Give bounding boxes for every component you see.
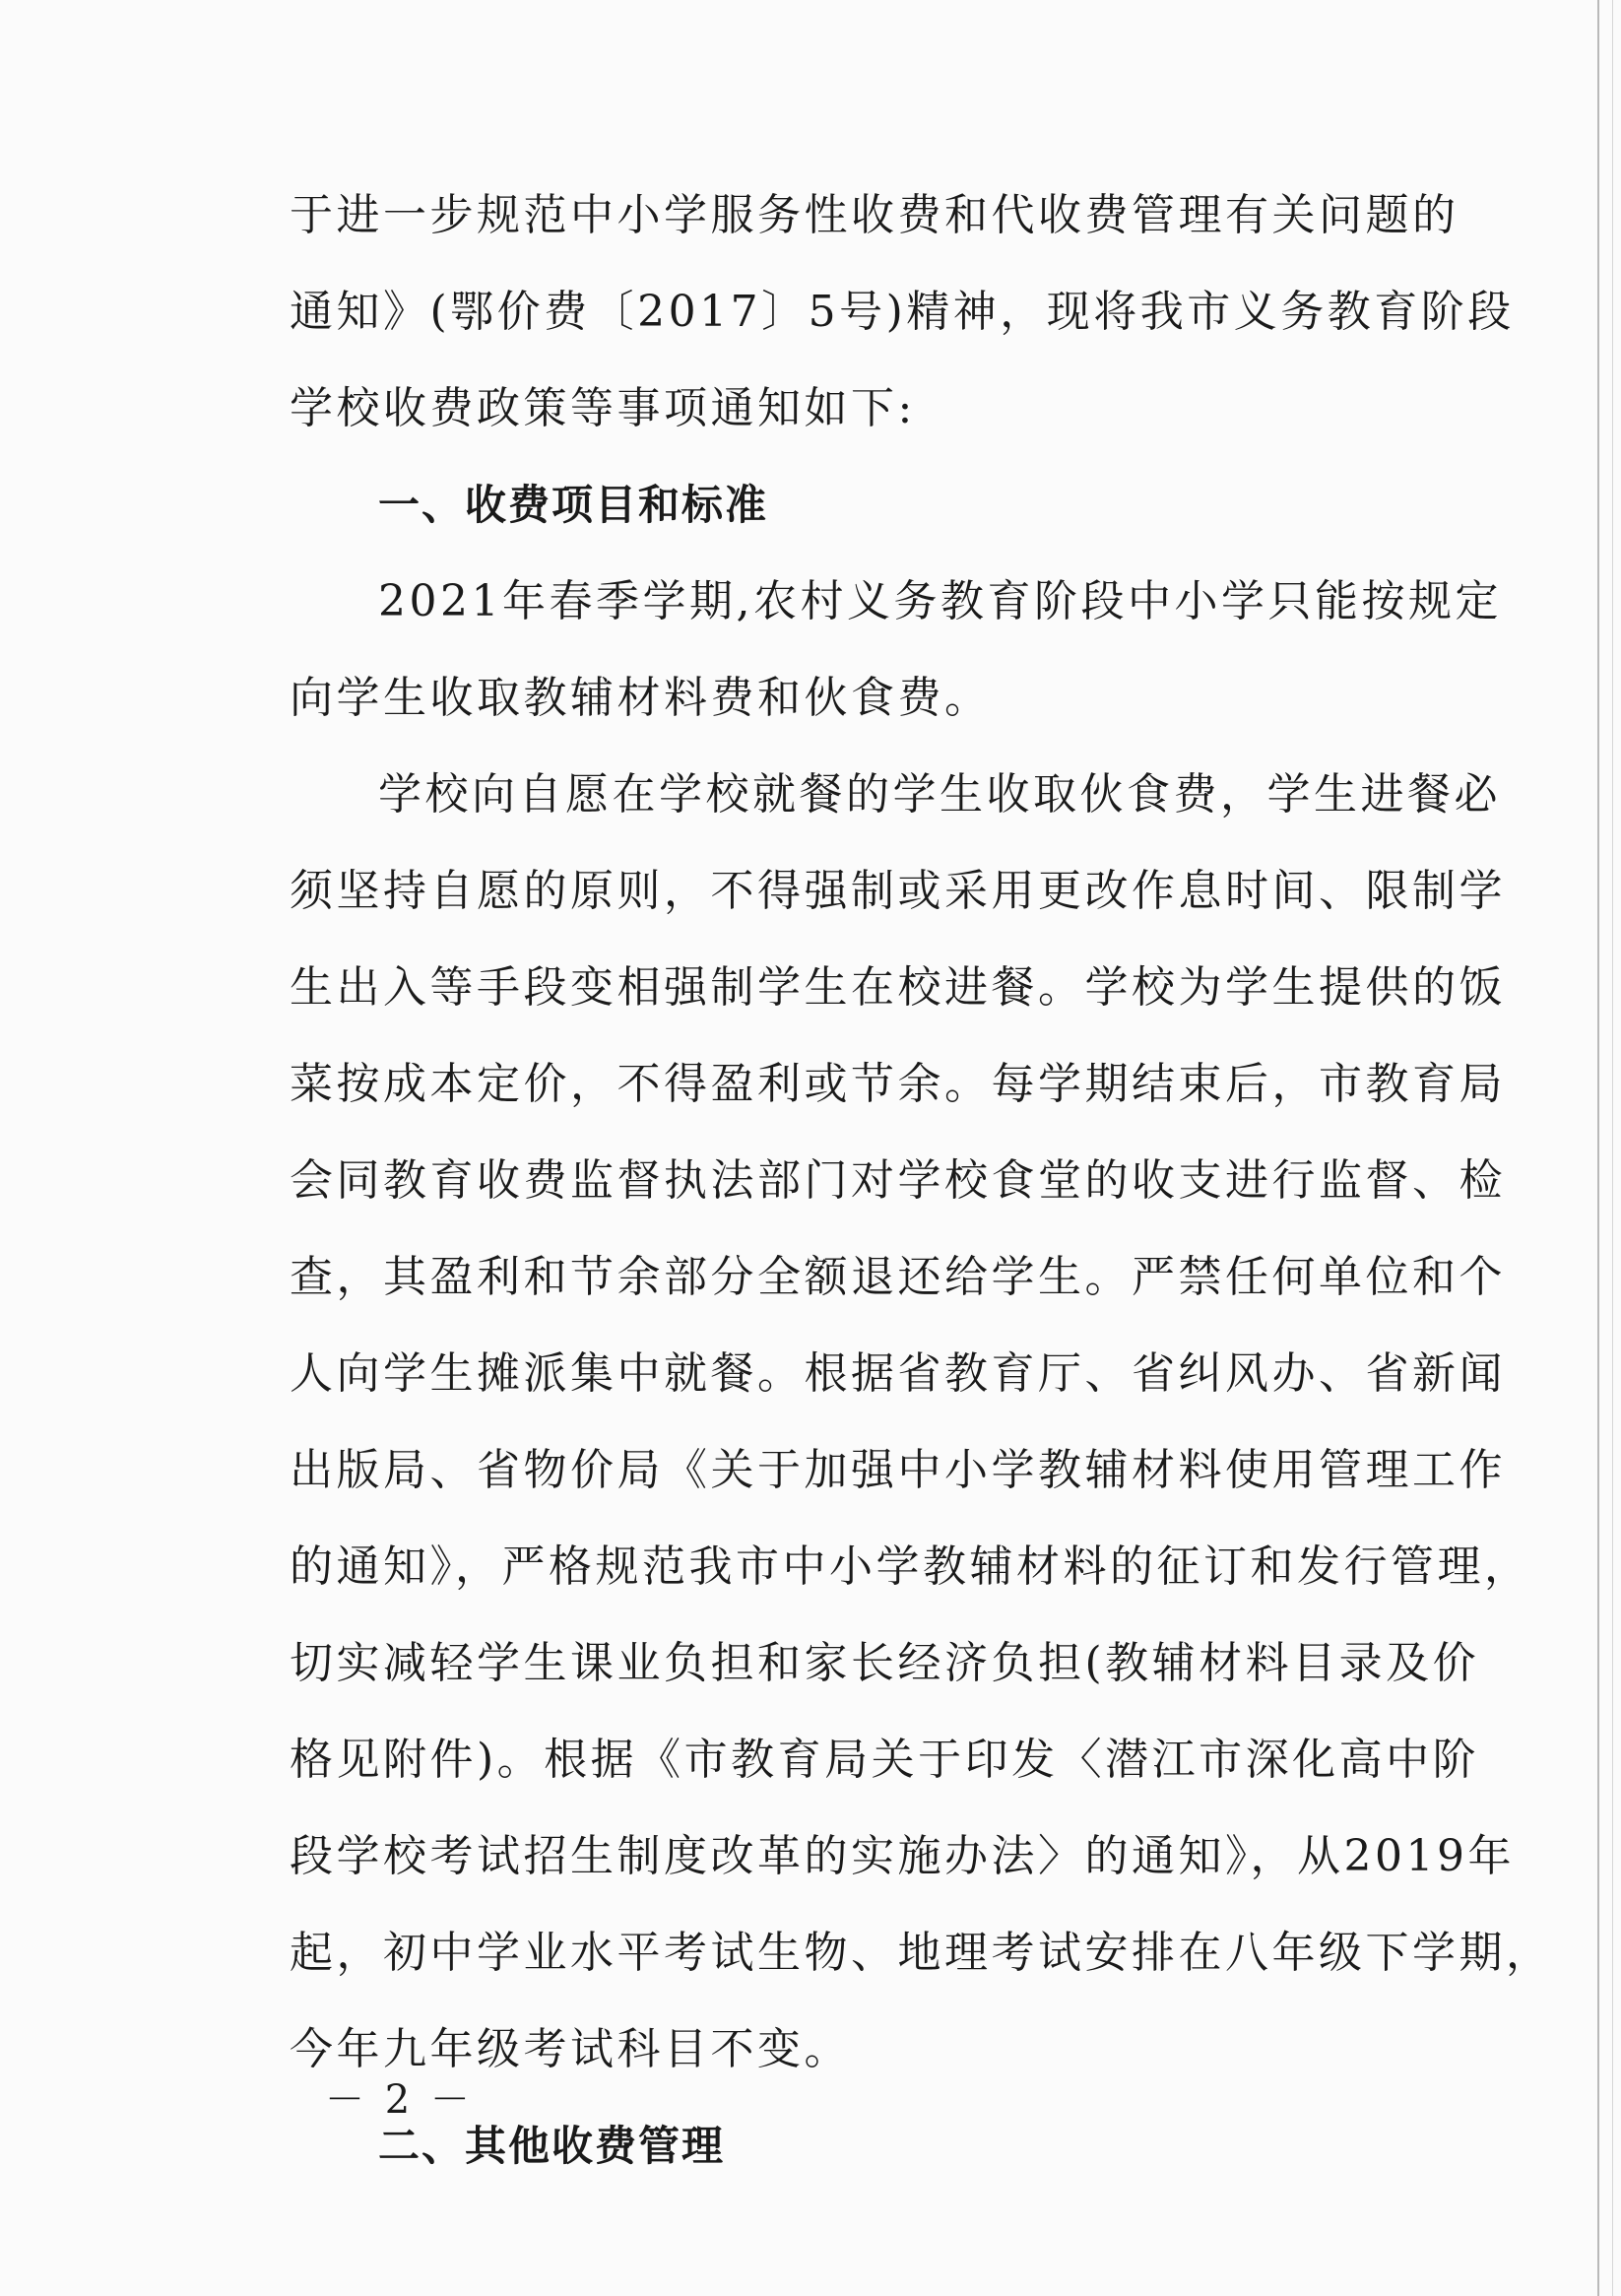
text-line: 生出入等手段变相强制学生在校进餐。学校为学生提供的饭 (290, 962, 1506, 1013)
text-line: 2021年春季学期,农村义务教育阶段中小学只能按规定 (378, 576, 1502, 626)
text-line: 人向学生摊派集中就餐。根据省教育厅、省纠风办、省新闻 (290, 1348, 1506, 1399)
scan-edge-line-outer (1612, 0, 1613, 2296)
section-heading-other-fees: 二、其他收费管理 (378, 2122, 726, 2170)
document-body (290, 167, 1553, 2195)
text-line: 出版局、省物价局《关于加强中小学教辅材料使用管理工作 (290, 1445, 1506, 1495)
text-line: 须坚持自愿的原则，不得强制或采用更改作息时间、限制学 (290, 866, 1506, 916)
text-line: 通知》(鄂价费〔2017〕5号)精神，现将我市义务教育阶段 (290, 287, 1515, 337)
text-line: 格见附件)。根据《市教育局关于印发〈潜江市深化高中阶 (290, 1735, 1480, 1785)
text-line: 向学生收取教辅材料费和伙食费。 (290, 673, 992, 723)
text-line: 于进一步规范中小学服务性收费和代收费管理有关问题的 (290, 190, 1459, 240)
section-heading-fees-items: 一、收费项目和标准 (378, 481, 769, 529)
page-number: － 2 － (325, 2077, 474, 2123)
text-line: 菜按成本定价，不得盈利或节余。每学期结束后，市教育局 (290, 1059, 1506, 1109)
scan-edge-line (1597, 0, 1599, 2296)
text-line: 的通知》，严格规范我市中小学教辅材料的征订和发行管理， (290, 1542, 1531, 1592)
text-line: 学校收费政策等事项通知如下: (290, 383, 916, 433)
text-line: 今年九年级考试科目不变。 (290, 2024, 851, 2074)
text-line: 会同教育收费监督执法部门对学校食堂的收支进行监督、检 (290, 1155, 1506, 1206)
text-line: 段学校考试招生制度改革的实施办法〉的通知》，从2019年 (290, 1831, 1515, 1881)
text-line: 起，初中学业水平考试生物、地理考试安排在八年级下学期， (290, 1928, 1553, 1978)
text-line: 切实减轻学生课业负担和家长经济负担(教辅材料目录及价 (290, 1638, 1480, 1688)
text-line: 学校向自愿在学校就餐的学生收取伙食费，学生进餐必 (378, 769, 1501, 820)
text-line: 查，其盈利和节余部分全额退还给学生。严禁任何单位和个 (290, 1252, 1506, 1302)
